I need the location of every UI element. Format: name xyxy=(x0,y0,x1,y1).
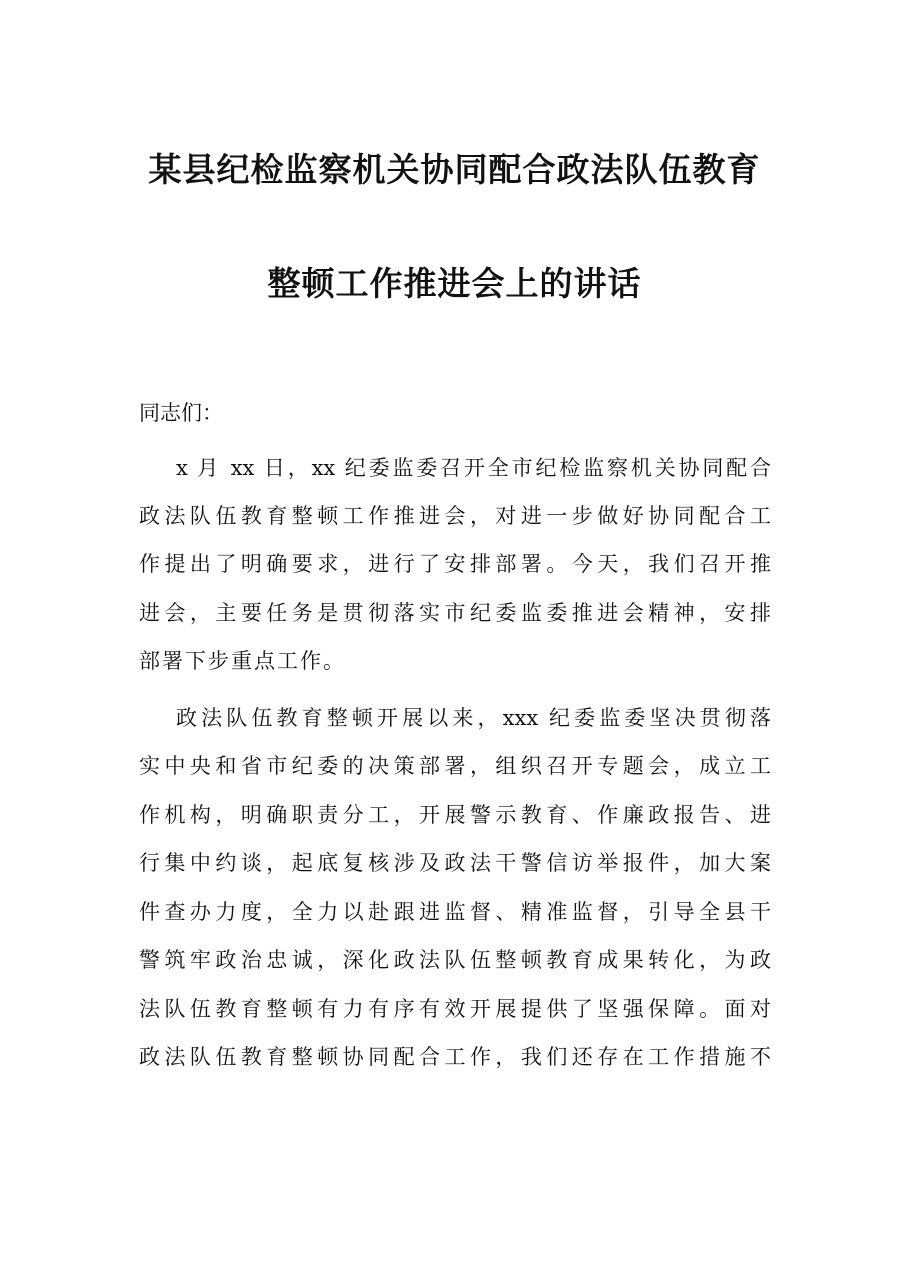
paragraph-2-line-4: 行集中约谈，起底复核涉及政法干警信访举报件，加大案 xyxy=(139,851,771,875)
paragraph-2-line-5: 件查办力度，全力以赴跟进监督、精准监督，引导全县干 xyxy=(139,900,771,924)
paragraph-2-line-7: 法队伍教育整顿有力有序有效开展提供了坚强保障。面对 xyxy=(139,997,771,1021)
paragraph-1-line-5: 部署下步重点工作。 xyxy=(139,649,346,673)
paragraph-2-line-1: 政法队伍教育整顿开展以来，xxx 纪委监委坚决贯彻落 xyxy=(176,706,771,730)
paragraph-2-line-8: 政法队伍教育整顿协同配合工作，我们还存在工作措施不 xyxy=(139,1045,771,1069)
paragraph-1-line-3: 作提出了明确要求，进行了安排部署。今天，我们召开推 xyxy=(139,552,771,576)
paragraph-1-line-2: 政法队伍教育整顿工作推进会，对进一步做好协同配合工 xyxy=(139,504,771,528)
paragraph-2-line-2: 实中央和省市纪委的决策部署，组织召开专题会，成立工 xyxy=(139,754,771,778)
paragraph-2-line-3: 作机构，明确职责分工，开展警示教育、作廉政报告、进 xyxy=(139,803,771,827)
paragraph-2-line-6: 警筑牢政治忠诚，深化政法队伍整顿教育成果转化，为政 xyxy=(139,948,771,972)
document-title-line-2: 整顿工作推进会上的讲话 xyxy=(267,264,642,303)
salutation: 同志们： xyxy=(139,401,223,425)
paragraph-1-line-4: 进会，主要任务是贯彻落实市纪委监委推进会精神，安排 xyxy=(139,601,771,625)
document-title-line-1: 某县纪检监察机关协同配合政法队伍教育 xyxy=(148,150,761,189)
paragraph-1-line-1: x 月 xx 日，xx 纪委监委召开全市纪检监察机关协同配合 xyxy=(176,456,771,480)
